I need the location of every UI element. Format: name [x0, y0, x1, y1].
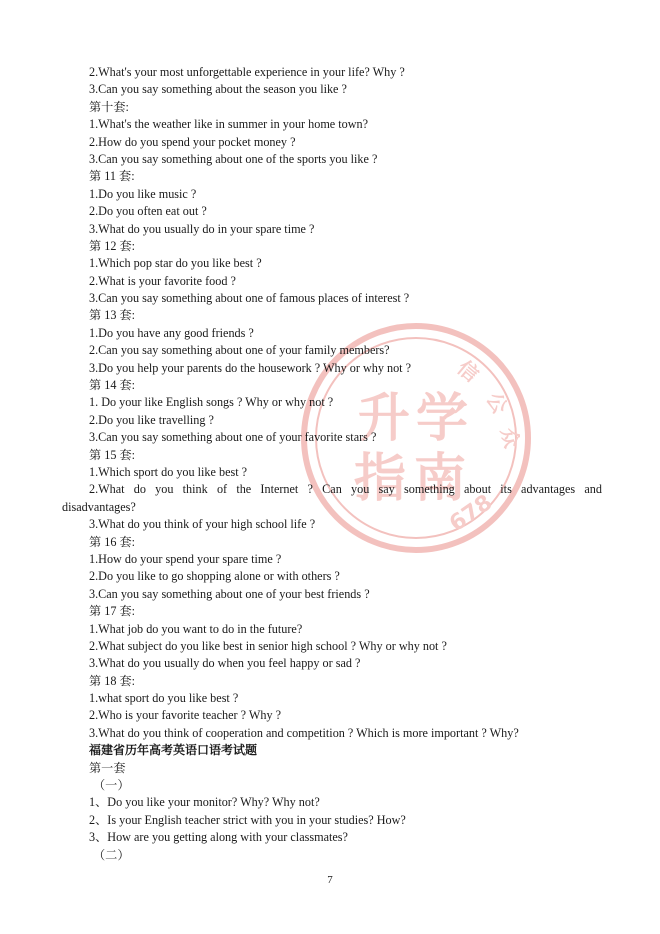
question-line: 1.Do you like music ?: [89, 186, 197, 201]
question-line: 1、Do you like your monitor? Why? Why not?: [89, 795, 320, 810]
question-line: 1.Do you have any good friends ?: [89, 325, 254, 340]
question-line: 2.Do you like travelling ?: [89, 412, 214, 427]
set-heading: 第十套:: [89, 99, 129, 114]
question-line: 1. Do your like English songs ? Why or why not ?: [89, 395, 334, 410]
set-heading: 第 11 套:: [89, 169, 135, 184]
question-line: 3.Can you say something about one of famous places of interest ?: [89, 291, 410, 306]
svg-text:升: 升: [358, 389, 411, 449]
page-number: 7: [327, 874, 333, 886]
svg-text:众: 众: [496, 425, 525, 451]
question-line: 2、Is your English teacher strict with you in your studies? How?: [89, 812, 406, 827]
svg-text:指: 指: [354, 449, 407, 509]
set-heading: 第 18 套:: [89, 673, 136, 688]
question-line: 2.How do you spend your pocket money ?: [89, 134, 296, 149]
question-line: 1.How do your spend your spare time ?: [89, 551, 282, 566]
question-line: 1.Which sport do you like best ?: [89, 464, 248, 479]
question-line: 1.What's the weather like in summer in your home town?: [89, 117, 369, 132]
question-line: 2.Can you say something about one of your family members?: [89, 343, 390, 358]
svg-text:南: 南: [414, 449, 467, 509]
question-line-wrapped: 2.What do you think of the Internet ? Can you say something about its advantages and: [89, 482, 602, 497]
part-marker: （二）: [93, 847, 130, 862]
question-line: 3.What do you think of cooperation and competition ? Which is more important ? Why?: [89, 725, 519, 740]
svg-text:信: 信: [452, 355, 484, 387]
question-line: 2.What is your favorite food ?: [89, 273, 236, 288]
question-line: 2.What's your most unforgettable experience in your life? Why ?: [89, 65, 405, 79]
question-line: 3.Do you help your parents do the housework ? Why or why not ?: [89, 360, 412, 375]
question-line: 3.Can you say something about one of your best friends ?: [89, 586, 370, 601]
question-line: 3.What do you usually do when you feel happy or sad ?: [89, 656, 361, 671]
set-heading: 第 15 套:: [89, 447, 136, 462]
question-line: 2.Do you like to go shopping alone or with others ?: [89, 569, 340, 584]
set-heading: 第 13 套:: [89, 308, 136, 323]
text-body: [62, 64, 602, 864]
question-line: 2.Do you often eat out ?: [89, 204, 207, 219]
set-heading: 第 14 套:: [89, 378, 136, 393]
question-line: 1.Which pop star do you like best ?: [89, 256, 262, 271]
question-line: 3、How are you getting along with your classmates?: [89, 830, 348, 845]
set-heading: 第 12 套:: [89, 238, 136, 253]
section-title: 福建省历年高考英语口语考试题: [89, 743, 258, 758]
set-heading: 第 17 套:: [89, 604, 136, 619]
part-marker: （一）: [93, 778, 130, 793]
question-line: 3.What do you usually do in your spare time ?: [89, 221, 315, 236]
svg-text:学: 学: [416, 389, 469, 449]
question-line: 1.what sport do you like best ?: [89, 691, 239, 706]
svg-text:公: 公: [481, 388, 513, 418]
svg-text:678: 678: [445, 490, 498, 537]
set-heading: 第一套: [89, 760, 126, 775]
question-line: 2.Who is your favorite teacher ? Why ?: [89, 708, 281, 723]
question-line-continuation: disadvantages?: [62, 499, 136, 514]
question-line: 3.Can you say something about the season you like ?: [89, 82, 347, 97]
set-heading: 第 16 套:: [89, 534, 136, 549]
question-line: 2.What subject do you like best in senior high school ? Why or why not ?: [89, 638, 447, 653]
question-line: 3.What do you think of your high school life ?: [89, 517, 316, 532]
question-line: 1.What job do you want to do in the future?: [89, 621, 303, 636]
question-line: 3.Can you say something about one of your favorite stars ?: [89, 430, 377, 445]
question-line: 3.Can you say something about one of the sports you like ?: [89, 151, 378, 166]
